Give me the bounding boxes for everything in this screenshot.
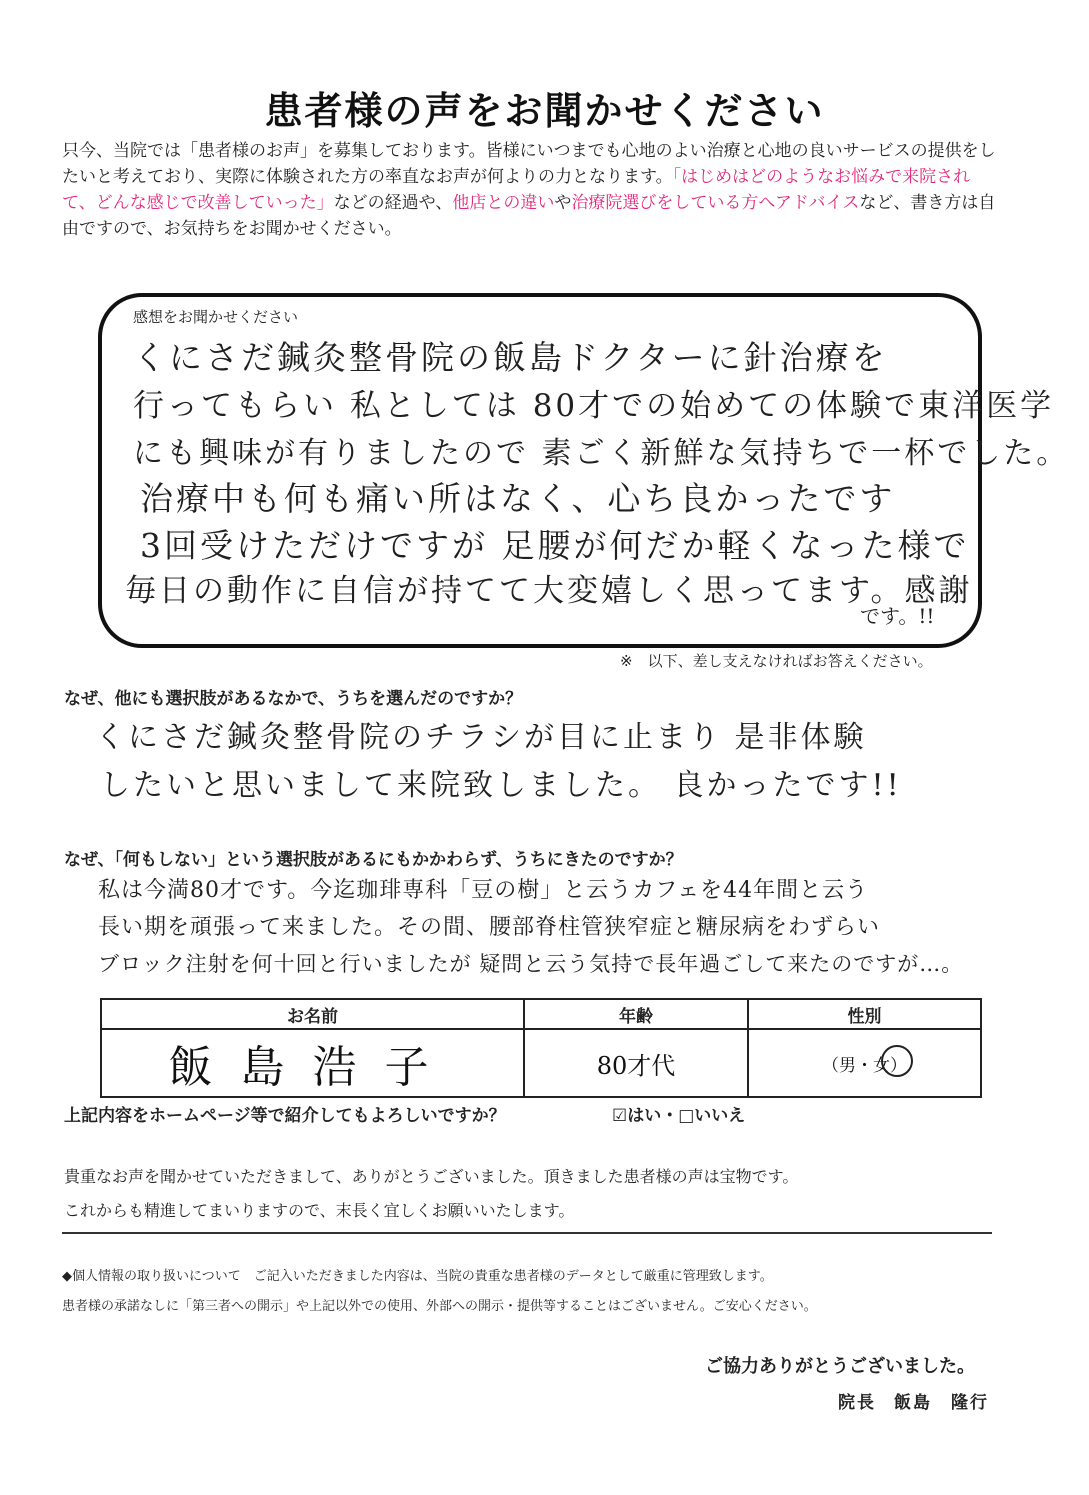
thanks-line: 貴重なお声を聞かせていただきまして、ありがとうございました。頂きました患者様の声は宝物です。 [64,1167,799,1186]
privacy-line: ◆個人情報の取り扱いについて ご記入いただきました内容は、当院の貴重な患者様のデータとして厳重に管理致します。 [62,1269,773,1284]
intro-highlight: 他店との違い [452,193,555,213]
respondent-info-table [100,998,982,1098]
impressions-line: くにさだ鍼灸整骨院の飯島ドクターに針治療を [133,338,888,377]
selected-circle-mark [881,1045,913,1077]
question-2-answer-line: ブロック注射を何十回と行いましたが 疑問と云う気持で長年過ごして来たのですが…。 [98,952,964,976]
thanks-message [64,1160,798,1228]
intro-part: などの経過や、 [333,193,453,213]
question-2-answer-line: 私は今満80才です。今迄珈琲専科「豆の樹」と云うカフェを44年間と云う [98,878,869,903]
signer-role: 院長 [838,1393,876,1413]
gender-value [822,1051,907,1076]
gender-header: 性別 [748,999,981,1029]
impressions-line: です。!! [860,604,935,628]
privacy-line: 患者様の承諾なしに「第三者への開示」や上記以外での使用、外部への開示・提供等することはございません。ご安心ください。 [62,1299,817,1314]
question-2-answer-line: 長い期を頑張って来ました。その間、腰部脊柱管狭窄症と糖尿病をわずらい [98,915,881,940]
name-cell [101,1029,524,1097]
gender-cell [748,1029,981,1097]
thanks-line: これからも精進してまいりますので、末長く宜しくお願いいたします。 [64,1201,575,1220]
page-title: 患者様の声をお聞かせください [264,89,825,133]
impressions-line: 3回受けただけですが 足腰が何だか軽くなった様で [140,526,970,565]
consent-options: ☑はい・□いいえ [612,1106,746,1126]
impressions-line: 毎日の動作に自信が持てて大変嬉しく思ってます。感謝 [125,573,973,609]
privacy-notice [62,1262,817,1322]
intro-highlight: 治療院選びをしている方へアドバイス [571,193,860,213]
intro-part: など、書き方は自由ですので、お気持ちをお聞かせください。 [62,193,996,239]
signer-name: 飯島 隆行 [894,1393,989,1413]
impressions-line: 治療中も何も痛い所はなく、心ち良かったです [140,479,896,518]
intro-part: や [554,193,572,213]
name-header: お名前 [101,999,524,1029]
consent-question: 上記内容をホームページ等で紹介してもよろしいですか？ [64,1106,506,1126]
name-value: 飯島浩子 [168,1042,457,1093]
divider [62,1232,992,1234]
intro-part: 只今、当院では「患者様のお声」を募集しております。皆様にいつまでも心地のよい治療と心地の良いサービスの提供をしたいと考えており、実際に体験された方の率直なお声が何よりの力となります。 [62,141,996,187]
intro-highlight: 「はじめはどのようなお悩みで来院されて、どんな感じで改善していった」 [62,167,971,213]
closing-message: ご協力ありがとうございました。 [705,1356,975,1377]
intro-text [62,138,1002,242]
optional-note: ※ 以下、差し支えなければお答えください。 [620,652,933,670]
age-header: 年齢 [524,999,748,1029]
impressions-line: にも興味が有りましたので 素ごく新鮮な気持ちで一杯でした。 [133,436,1070,471]
gender-options: （男・女） [822,1055,907,1076]
question-1-answer-line: したいと思いまして来院致しました。 良かったです!! [100,768,902,803]
question-1-label: なぜ、他にも選択肢があるなかで、うちを選んだのですか？ [64,689,523,709]
signer [838,1388,1007,1413]
age-value: 80才代 [596,1051,676,1080]
impressions-line: 行ってもらい 私としては 80才での始めての体験で東洋医学 [133,388,1055,424]
question-2-label: なぜ、「何もしない」という選択肢があるにもかかわらず、うちにきたのですか？ [64,850,683,870]
impressions-label: 感想をお聞かせください [133,308,299,326]
question-1-answer-line: くにさだ鍼灸整骨院のチラシが目に止まり 是非体験 [95,720,867,755]
age-cell [524,1029,748,1097]
